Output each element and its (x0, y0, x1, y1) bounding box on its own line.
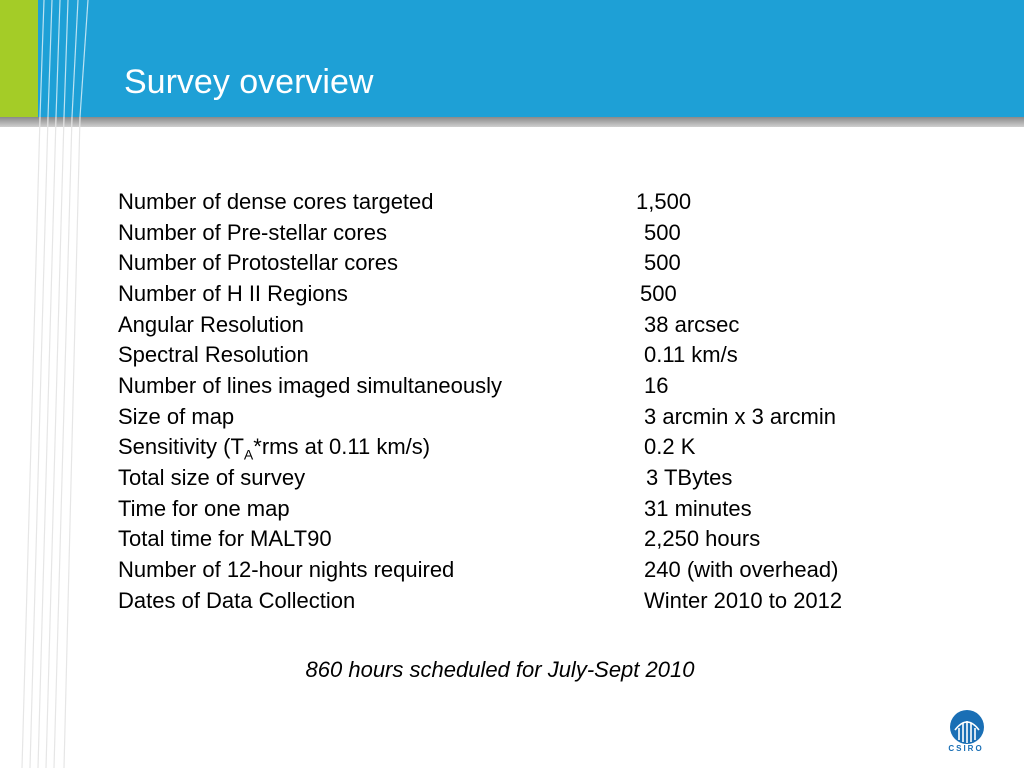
row-label: Number of Protostellar cores (118, 250, 398, 275)
row-label: Total size of survey (118, 465, 306, 490)
row-label: Dates of Data Collection (118, 588, 356, 613)
row-label: Angular Resolution (118, 312, 304, 337)
row-label: Spectral Resolution (118, 342, 309, 367)
schedule-note: 860 hours scheduled for July-Sept 2010 (305, 657, 695, 682)
row-value: 16 (644, 373, 669, 398)
row-label (118, 433, 430, 461)
row-value: Winter 2010 to 2012 (644, 588, 843, 613)
row-label: Total time for MALT90 (118, 526, 332, 551)
row-value: 240 (with overhead) (644, 557, 839, 582)
row-value: 3 arcmin x 3 arcmin (644, 404, 836, 429)
row-value: 2,250 hours (644, 526, 761, 551)
row-label-subscript: A (243, 446, 254, 463)
slide-title: Survey overview (124, 63, 374, 101)
header-divider (0, 117, 1024, 127)
row-label-suffix: *rms at 0.11 km/s) (253, 434, 431, 459)
row-value: 500 (644, 250, 681, 275)
row-value: 1,500 (636, 189, 692, 214)
row-label: Number of H II Regions (118, 281, 348, 306)
row-value: 500 (640, 281, 677, 306)
logo-wordmark: CSIRO (948, 744, 984, 753)
row-value: 3 TBytes (646, 465, 733, 490)
row-value: 38 arcsec (644, 312, 740, 337)
row-label: Number of Pre-stellar cores (118, 220, 387, 245)
row-label-prefix: Sensitivity (T (118, 434, 244, 459)
row-label: Size of map (118, 404, 235, 429)
row-value: 0.2 K (644, 434, 696, 459)
row-label: Time for one map (118, 496, 290, 521)
row-label: Number of 12-hour nights required (118, 557, 455, 582)
row-label: Number of lines imaged simultaneously (118, 373, 502, 398)
row-label: Number of dense cores targeted (118, 189, 434, 214)
row-value: 0.11 km/s (644, 342, 738, 367)
decorative-lines (0, 0, 110, 768)
row-value: 31 minutes (644, 496, 752, 521)
row-value: 500 (644, 220, 681, 245)
